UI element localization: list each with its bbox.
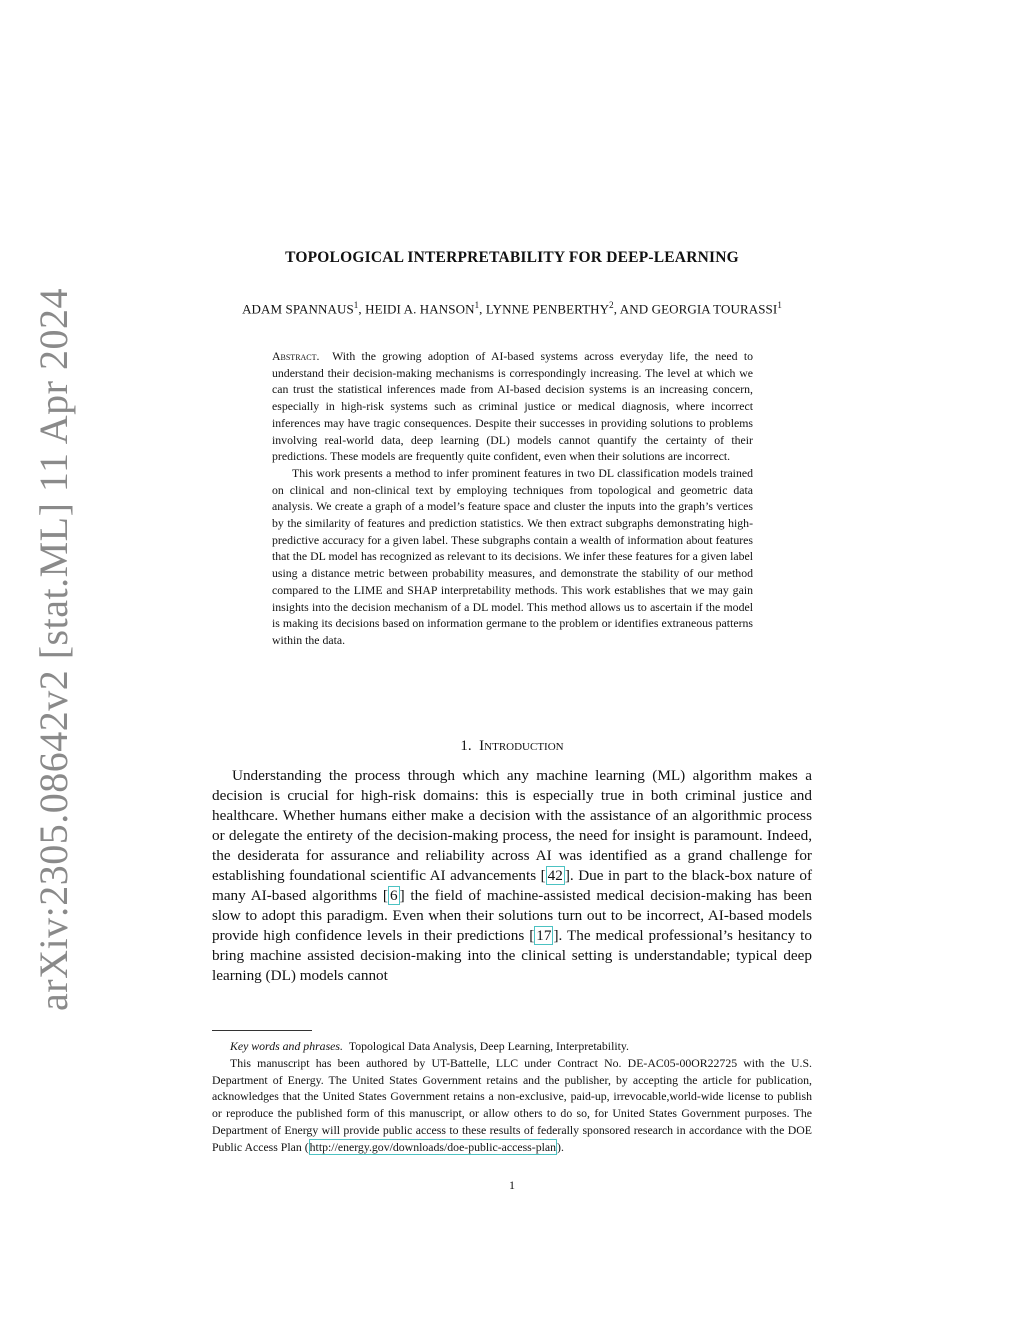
author-affiliation: 2 xyxy=(609,300,614,310)
section-title: Introduction xyxy=(479,738,564,754)
intro-text: ]. Due in part to the black-box nature of many AI-based algorithms [ xyxy=(212,867,813,904)
doe-access-plan-link[interactable]: http://energy.gov/downloads/doe-public-access-plan xyxy=(309,1139,557,1154)
author-separator: , AND xyxy=(613,301,652,317)
abstract-paragraph xyxy=(272,348,753,465)
author-affiliation: 1 xyxy=(777,300,782,310)
funding-text: This manuscript has been authored by UT-Battelle, LLC under Contract No. DE-AC05-00OR22725 with the U.S. Department of Energy. The United States Government retains and the publisher, by accepting the article for publication, acknowledges that the United States Government retains a non-exclusive, paid-up, irrevocable,world-wide license to publish or reproduce the published form of this manuscript, or allow others to do so, for United States Government purposes. The Department of Energy will provide public access to these results of federally sponsored research in accordance with the DOE Public Access Plan ( xyxy=(212,1055,812,1154)
footnote-divider xyxy=(212,1030,312,1031)
citation-link[interactable]: 42 xyxy=(547,867,563,884)
section-number: 1. xyxy=(460,738,472,754)
keywords-text: Topological Data Analysis, Deep Learning, Interpretability. xyxy=(348,1039,629,1053)
footnotes xyxy=(212,1038,812,1156)
author-separator: , xyxy=(479,301,486,317)
citation-link[interactable]: 17 xyxy=(536,927,552,944)
abstract-paragraph: This work presents a method to infer prominent features in two DL classification models trained on clinical and non-clinical text by employing techniques from topological and geometric data analysis. We create a graph of a model’s feature space and cluster the inputs into the graph’s vertices by the similarity of features and prediction statistics. We then extract subgraphs demonstrating high-predictive accuracy for a given label. These subgraphs contain a wealth of information about features that the DL model has recognized as relevant to its decisions. We infer these features for a given label using a distance metric between probability measures, and demonstrate the stability of our method compared to the LIME and SHAP interpretability methods. This work establishes that we may gain insights into the decision mechanism of a DL model. This method allows us to ascertain if the model is making its decisions based on information germane to the problem or identifies extraneous patterns within the data. xyxy=(272,465,753,647)
abstract-label: Abstract. xyxy=(272,349,320,363)
intro-text: ] the field of machine-assisted medical decision-making has been slow to adopt this paradigm. Even when their solutions turn out to be incorrect, AI-based models provide high confidence levels in their predictions [ xyxy=(212,887,812,944)
author-name: GEORGIA TOURASSI xyxy=(651,301,778,317)
author-separator: , xyxy=(358,301,366,317)
paper-title: TOPOLOGICAL INTERPRETABILITY FOR DEEP-LEARNING xyxy=(285,249,739,266)
abstract-text: With the growing adoption of AI-based systems across everyday life, the need to understand their decision-making mechanisms is correspondingly increasing. The level at which we can trust the statistical inferences made from AI-based decision systems is an increasing concern, especially in high-risk systems such as criminal justice or medical diagnosis, where incorrect inferences may have tragic consequences. Despite their successes in providing solutions to problems involving real-world data, deep learning (DL) models cannot quantify the certainty of their predictions. These models are frequently quite confident, even when their solutions are incorrect. xyxy=(272,349,753,464)
author-name: HEIDI A. HANSON xyxy=(365,301,475,317)
keywords-label: Key words and phrases. xyxy=(230,1039,343,1053)
intro-paragraph xyxy=(212,766,812,986)
author-affiliation: 1 xyxy=(474,300,480,310)
author-name: LYNNE PENBERTHY xyxy=(485,301,610,317)
page-number: 1 xyxy=(509,1178,515,1192)
citation-link[interactable]: 6 xyxy=(389,887,398,904)
author-affiliation: 1 xyxy=(353,300,359,310)
funding-end: ). xyxy=(557,1139,564,1154)
intro-text: ]. The medical professional’s hesitancy to bring machine assisted decision-making into the clinical setting is understandable; typical deep learning (DL) models cannot xyxy=(212,927,812,984)
section-heading xyxy=(0,738,1024,755)
intro-text: Understanding the process through which any machine learning (ML) algorithm makes a decision is crucial for high-risk domains: this is especially true in both criminal justice and healthcare. Whether humans either make a decision with the assistance of an algorithmic process or delegate the entirety of the decision-making process, the need for insight is paramount. Indeed, the desiderata for assurance and reliability across AI was identified as a grand challenge for establishing foundational scientific AI advancements [ xyxy=(212,767,812,884)
abstract xyxy=(272,348,753,649)
introduction-body xyxy=(212,766,812,986)
author-name: ADAM SPANNAUS xyxy=(242,301,354,317)
funding-footnote xyxy=(212,1055,812,1156)
author-list xyxy=(0,300,1024,317)
keywords-footnote xyxy=(212,1038,812,1055)
arxiv-identifier: arXiv:2305.08642v2 [stat.ML] 11 Apr 2024 xyxy=(30,287,76,1011)
arxiv-identifier-stamp xyxy=(8,287,98,1011)
